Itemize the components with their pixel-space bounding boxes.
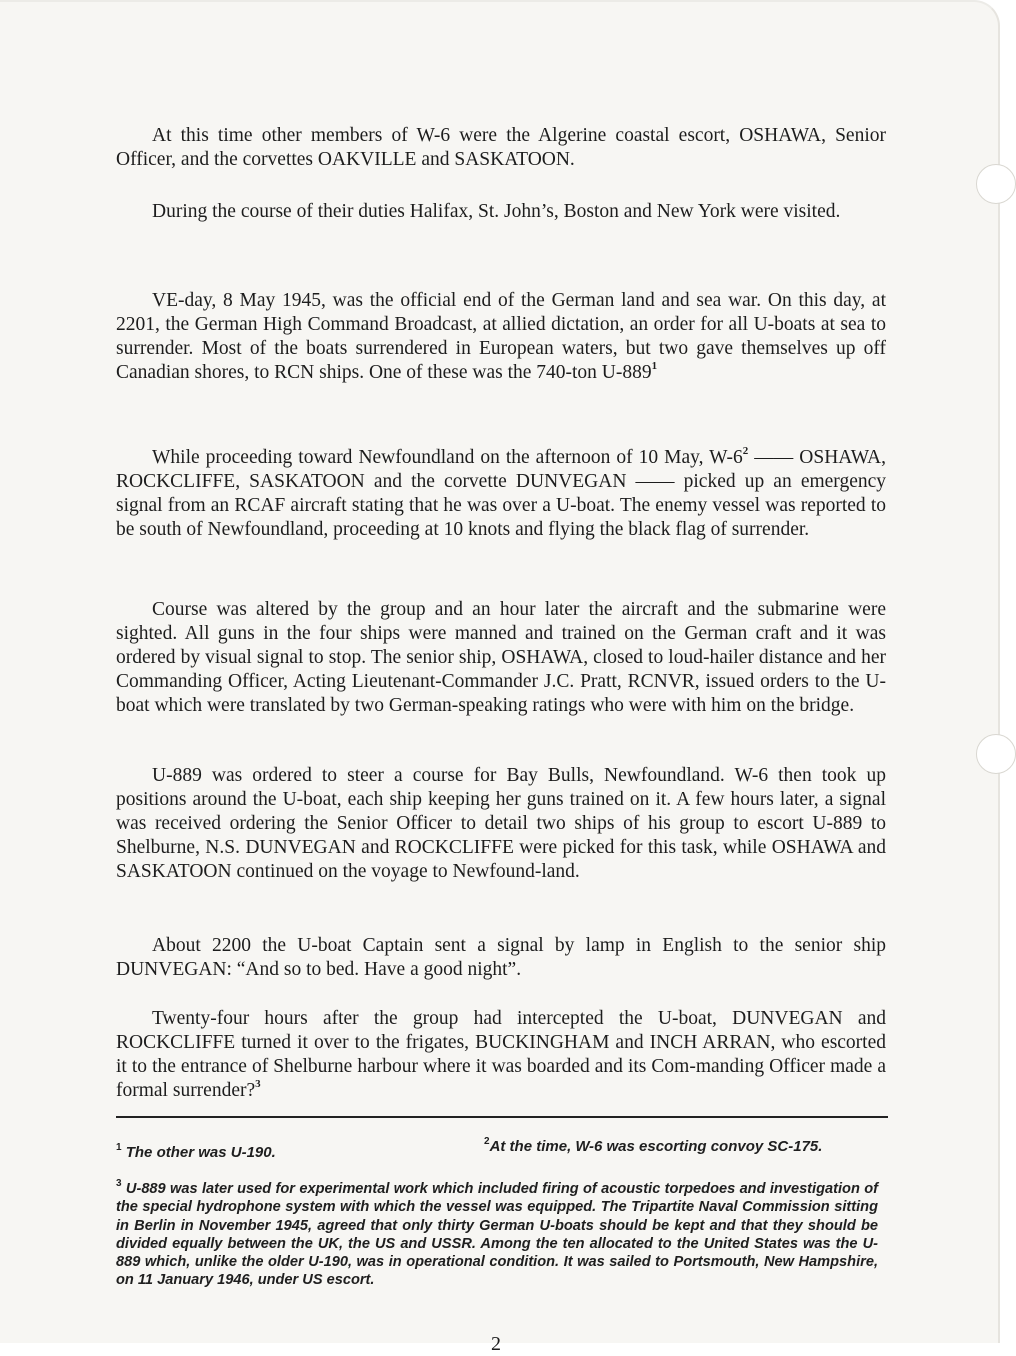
footnote-2-marker: 2 (484, 1136, 490, 1147)
paragraph-ve-day (116, 289, 886, 385)
binder-hole-top (976, 164, 1016, 204)
paragraph-course-altered (116, 598, 886, 718)
paragraph-text: U-889 was ordered to steer a course for Bay Bulls, Newfoundland. W-6 then took up positions around the U-boat, each ship keeping her guns trained on it. A few hours later, a signal was received ordering the Senior Officer to detail two ships of his group to escort U-889 to Shelburne, N.S. DUNVEGAN and ROCKCLIFFE were picked for this task, while OSHAWA and SASKATOON continued on the voyage to Newfound-land. (116, 765, 886, 882)
footnote-ref-3: 3 (255, 1077, 261, 1090)
footnote-ref-2: 2 (742, 444, 749, 457)
footnote-3-text: U-889 was later used for experimental work which included firing of acoustic torpedoes and investigation of the special hydrophone system with which the vessel was equipped. The Tripartite Naval Commission sitting in Berlin in November 1945, agreed that only thirty German U-boats should be kept and that they should be divided equally between the UK, the US and USSR. Among the ten allocated to the United States was the U-889 which, unlike the older U-190, was in operational condition. It was sailed to Portsmouth, New Hampshire, on 11 January 1946, under US escort. (116, 1181, 878, 1289)
paragraph-emergency-signal (116, 446, 886, 542)
footnote-3-marker: 3 (116, 1178, 122, 1190)
footnote-1 (116, 1144, 276, 1161)
paragraph-text: While proceeding toward Newfoundland on the afternoon of 10 May, W-6 (152, 447, 743, 468)
binder-hole-middle (976, 734, 1016, 774)
paragraph-text: About 2200 the U-boat Captain sent a signal by lamp in English to the senior ship DUNVEGAN: “And so to bed. Have a good night”. (116, 935, 886, 980)
paragraph-w6-members (116, 124, 886, 172)
paragraph-surrender (116, 1007, 886, 1103)
footnote-ref-1: 1 (651, 359, 658, 372)
footnote-2 (484, 1138, 822, 1155)
paragraph-text-continued: —— OSHAWA, ROCKCLIFFE, SASKATOON and the corvette DUNVEGAN —— picked up an emergency signal from an RCAF aircraft stating that he was over a U-boat. The enemy vessel was reported to be south of Newfoundland, proceeding at 10 knots and flying the black flag of surrender. (116, 447, 886, 540)
footnote-2-text: At the time, W-6 was escorting convoy SC-175. (489, 1138, 823, 1155)
page-number: 2 (491, 1333, 501, 1355)
paragraph-bay-bulls (116, 764, 886, 884)
paragraph-text: During the course of their duties Halifax, St. John’s, Boston and New York were visited. (152, 201, 841, 222)
paragraph-text: Course was altered by the group and an hour later the aircraft and the submarine were sighted. All guns in the four ships were manned and trained on the German craft and it was ordered by visual signal to stop. The senior ship, OSHAWA, closed to loud-hailer distance and her Commanding Officer, Acting Lieutenant-Commander J.C. Pratt, RCNVR, issued orders to the U-boat which were translated by two German-speaking ratings who were with him on the bridge. (116, 599, 886, 716)
paragraph-text: Twenty-four hours after the group had intercepted the U-boat, DUNVEGAN and ROCKCLIFFE turned it over to the frigates, BUCKINGHAM and INCH ARRAN, who escorted it to the entrance of Shelburne harbour where it was boarded and its Com-manding Officer made a formal surrender? (116, 1008, 886, 1101)
paragraph-lamp-signal (116, 934, 886, 982)
footnote-1-marker: 1 (116, 1142, 122, 1153)
footnote-3 (116, 1180, 878, 1290)
footnote-1-text: The other was U-190. (125, 1144, 276, 1161)
footnote-divider (116, 1116, 888, 1118)
paragraph-text: VE-day, 8 May 1945, was the official end of the German land and sea war. On this day, at 2201, the German High Command Broadcast, at allied dictation, an order for all U-boats at sea to surrender. Most of the boats surrendered in European waters, but two gave themselves up off Canadian shores, to RCN ships. One of these was the 740-ton U-889 (116, 290, 886, 383)
paragraph-ports-visited (116, 200, 886, 224)
paragraph-text: At this time other members of W-6 were the Algerine coastal escort, OSHAWA, Senior Officer, and the corvettes OAKVILLE and SASKATOON. (116, 125, 886, 170)
